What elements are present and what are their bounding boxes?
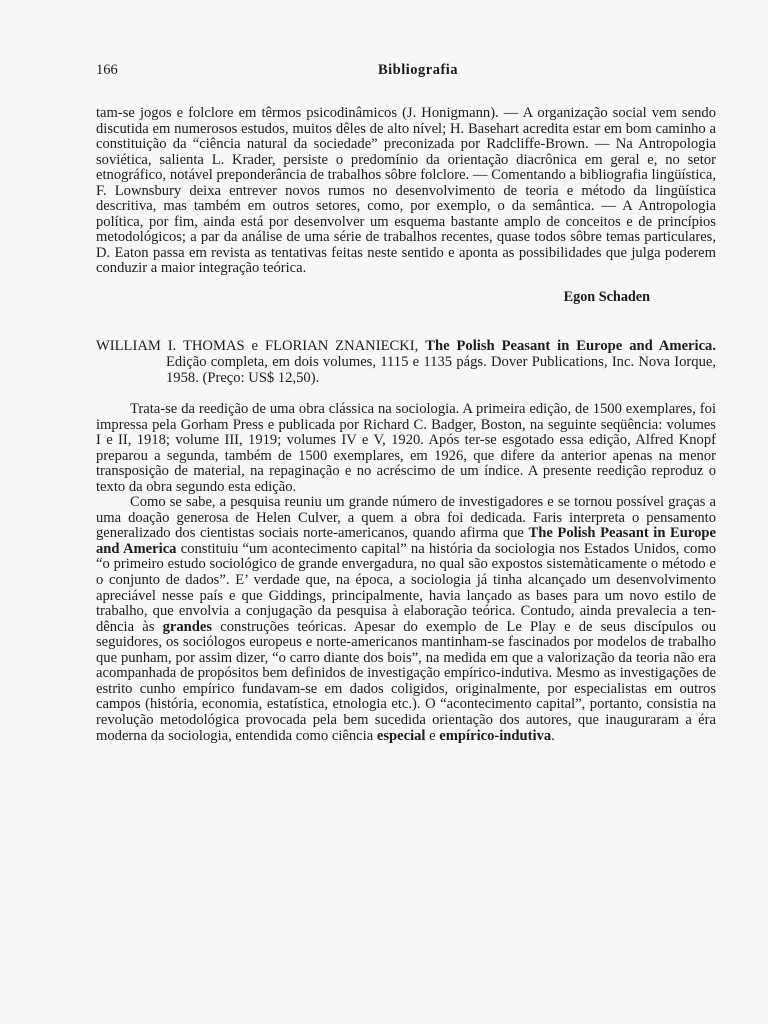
book-page	[96, 62, 716, 744]
paragraph-text: constituiu “um acontecimento capital” na história da sociologia nos Estados Unidos, como “o primeiro estudo sociológico de grande envergadura, no qual são expostos sistemàticamente o método e o conjunto de dados”. E’ verdade que, na época, a sociologia já tinha alcançado um desenvolvimento apreciável nesse país e que Giddings, principalmente, havia lançado as bases para um novo estilo de trabalho, que envolvia a conjugação da pesquisa à elaboração teórica. Contudo, ainda prevalecia a tendência às	[96, 540, 716, 635]
bold-book-title: The Polish Peasant in Europe and America	[96, 525, 717, 557]
review-paragraph-2	[96, 495, 716, 744]
previous-review-paragraph: tam-se jogos e folclore em têrmos psicodinâmicos (J. Honigmann). — A organização social vem sendo discutida em numerosos estudos, muitos dêles de alto nível; H. Basehart acredita estar em bom caminho a constituição da “ciência natural da sociedade” preconizada por Radcliffe-Brown. — Na Antropologia soviética, salienta L. Krader, persiste o predomínio da orientação diacrônica em geral e, no setor etnográfico, notável preponderância de trabalhos sôbre folclore. — Comentando a bibliografia lingüística, F. Lownsbury deixa entrever novos rumos no desenvolvimento de teoria e método da lingüística descritiva, mas também em outros setores, como, por exemplo, o da semântica. — A Antropologia política, por fim, ainda está por desenvolver um esquema bastante amplo de conceitos e de princípios metodológicos; a par da análise de uma série de trabalhos recentes, quase todos sôbre temas particulares, D. Eaton passa em revista as tentativas feitas neste sentido e aponta as possibilidades que julga poderem conduzir a maior integração teórica.	[96, 105, 716, 277]
bold-word-especial: especial	[376, 727, 426, 744]
review-citation	[96, 338, 716, 386]
paragraph-text: construções teóricas. Apesar do exemplo de Le Play e de seus discípulos ou seguidores, os sociólogos europeus e norte-americanos mantinham-se fascinados por modelos de trabalho que punham, por assim dizer, “o carro diante dos bois”, na medida em que a valorização da teoria não era acompanhada de propósitos bem definidos de investigação empírico-indutiva. Mesmo as investigações de estrito cunho empírico fundavam-se em dados coligidos, originalmente, por especialistas em outros campos (história, economia, estatística, etnologia etc.). O “acontecimento capital”, portanto, consistia na revolução metodológica provocada pela bem sucedida orientação dos autores, que inauguraram a éra moderna da sociologia, entendida como ciência	[96, 618, 716, 744]
page-number: 166	[96, 62, 118, 78]
paragraph-text: e	[429, 727, 436, 744]
citation-authors: WILLIAM I. THOMAS e FLORIAN ZNANIECKI,	[96, 338, 419, 355]
paragraph-text: .	[551, 727, 555, 744]
review-paragraph-1: Trata-se da reedição de uma obra clássica na sociologia. A primeira edição, de 1500 exemplares, foi impressa pela Gorham Press e publicada por Richard C. Badger, Boston, na seguinte seqüência: volumes I e II, 1918; volume III, 1919; volumes IV e V, 1920. Após ter-se esgotado essa edição, Alfred Knopf preparou a segunda, também de 1500 exemplares, em 1926, que difere da anterior apenas na menor transposição de material, na repaginação e no acréscimo de um índice. A presente reedição reproduz o texto da obra segundo esta edição.	[96, 401, 716, 495]
bold-word-grandes: grandes	[162, 618, 213, 635]
bold-word-empirico-indutiva: empírico-indutiva	[439, 727, 552, 744]
reviewer-signature: Egon Schaden	[563, 289, 650, 306]
citation-details: Edição completa, em dois volumes, 1115 e 1135 págs. Dover Publications, Inc. Nova Iorque, 1958. (Preço: US$ 12,50).	[166, 354, 716, 387]
running-head	[96, 62, 716, 84]
paragraph-text: Como se sabe, a pesquisa reuniu um grande número de investigadores e se tornou possível graças a uma doação generosa de Helen Culver, a quem a obra foi dedicada. Faris interpreta o pensamento generalizado dos cientistas sociais norte-americanos, quando afirma que	[96, 494, 716, 542]
citation-title: The Polish Peasant in Europe and America.	[425, 338, 716, 355]
running-title: Bibliografia	[377, 62, 459, 78]
